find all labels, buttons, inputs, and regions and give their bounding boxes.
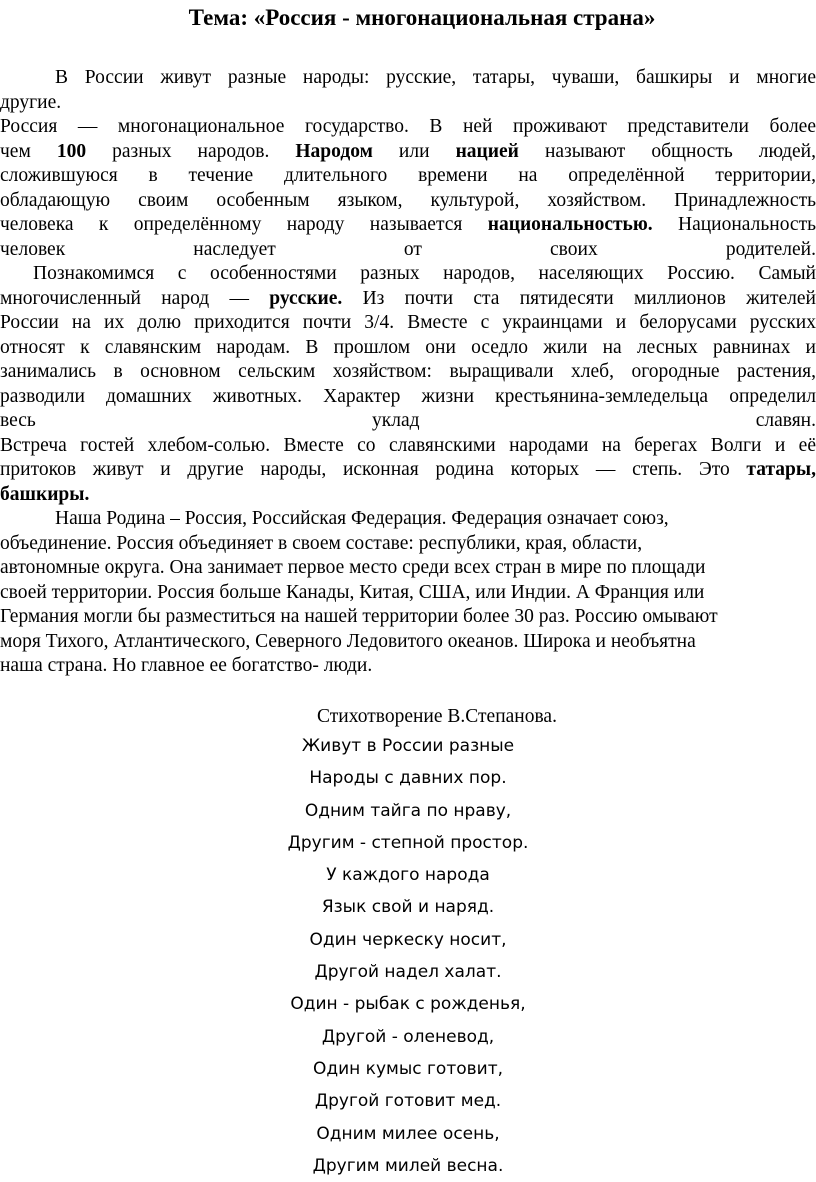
text-run: притоков живут и другие народы, исконная родина которых — степь. Это [0,459,747,480]
poem-line: Один кумыс готовит, [312,1058,504,1079]
text-run: или [372,140,456,162]
term-russkie: русские. [269,287,343,309]
paragraph-2-line-1: Россия — многонациональное государство. В ней проживают представители более [0,116,816,137]
poem-heading: Стихотворение В.Степанова. [317,706,557,727]
poem [0,730,816,1182]
article-body [0,66,816,679]
paragraph-2-line-3: сложившуюся в течение длительного времени на определённой территории, [0,165,816,186]
term-tatary: татары, [746,459,816,480]
poem-line: Живут в России разные [301,736,515,756]
poem-line: Другим - степной простор. [287,832,529,853]
paragraph-3-line-7: весь уклад славян. [0,410,816,431]
paragraph-3-line-5: занимались в основном сельским хозяйством: выращивали хлеб, огородные растения, [0,361,816,382]
paragraph-4-line-3: автономные округа. Она занимает первое место среди всех стран в мире по площади [0,557,706,578]
poem-line: Один черкеску носит, [309,929,507,950]
poem-line: Другой - оленевод, [321,1026,495,1047]
poem-line: Одним милее осень, [316,1123,500,1144]
text-run: многочисленный народ — [0,287,270,309]
term-natsiya: нацией [455,140,519,162]
text-run: Национальность [652,214,816,235]
paragraph-2-line-2 [0,140,816,165]
term-bashkiry: башкиры. [0,483,90,505]
poem-line: Народы с давних пор. [309,768,507,789]
paragraph-3-line-9 [0,458,816,483]
emphasis-number: 100 [56,140,87,162]
paragraph-3-line-4: относят к славянским народам. В прошлом они оседло жили на лесных равнинах и [0,336,816,358]
text-run: человека к определённому народу называется [0,214,488,235]
paragraph-4-line-7: наша страна. Но главное ее богатство- люди. [0,655,373,676]
poem-line: Другой готовит мед. [314,1091,502,1112]
text-run: называют общность людей, [518,140,816,162]
paragraph-1-line-1: В России живут разные народы: русские, татары, чуваши, башкиры и многие [55,67,816,88]
poem-line: Язык свой и наряд. [321,897,495,918]
page-title: Тема: «Россия - многонациональная страна» [188,5,656,30]
text-run: Из почти ста пятидесяти миллионов жителей [342,287,816,309]
paragraph-2-line-5 [0,213,816,238]
paragraph-4-line-2: объединение. Россия объединяет в своем составе: республики, края, области, [0,532,643,554]
poem-line: Один - рыбак с рожденья, [290,994,526,1015]
poem-line: Одним тайга по нраву, [304,800,512,821]
poem-line: Другим милей весна. [312,1155,504,1176]
poem-line: Другой надел халат. [314,962,502,983]
paragraph-4-line-4: своей территории. Россия больше Канады, Китая, США, или Индии. А Франция или [0,581,705,603]
poem-line: У каждого народа [326,865,490,886]
paragraph-3-line-3: России на их долю приходится почти 3/4. Вместе с украинцами и белорусами русских [0,312,816,333]
paragraph-3-line-2 [0,287,816,312]
paragraph-4-line-6: моря Тихого, Атлантического, Северного Ледовитого океанов. Широка и необъятна [0,630,696,652]
text-run: чем [0,140,57,162]
paragraph-2-line-4: обладающую своим особенным языком, культурой, хозяйством. Принадлежность [0,189,816,211]
text-run: разных народов. [86,140,296,162]
paragraph-3-line-1: Познакомимся с особенностями разных народов, населяющих Россию. Самый [33,263,816,284]
term-narod: Народом [295,140,373,162]
paragraph-1-line-2: другие. [0,91,62,113]
paragraph-4-line-5: Германия могли бы разместиться на нашей территории более 30 раз. Россию омывают [0,606,718,627]
paragraph-2-line-6: человек наследует от своих родителей. [0,238,816,260]
term-natsionalnost: национальностью. [487,214,653,235]
paragraph-4-line-1: Наша Родина – Россия, Российская Федерация. Федерация означает союз, [55,508,669,529]
paragraph-3-line-10 [0,483,816,508]
paragraph-3-line-8: Встреча гостей хлебом-солью. Вместе со славянскими народами на берегах Волги и её [0,434,816,456]
paragraph-3-line-6: разводили домашних животных. Характер жизни крестьянина-земледельца определил [0,385,816,407]
